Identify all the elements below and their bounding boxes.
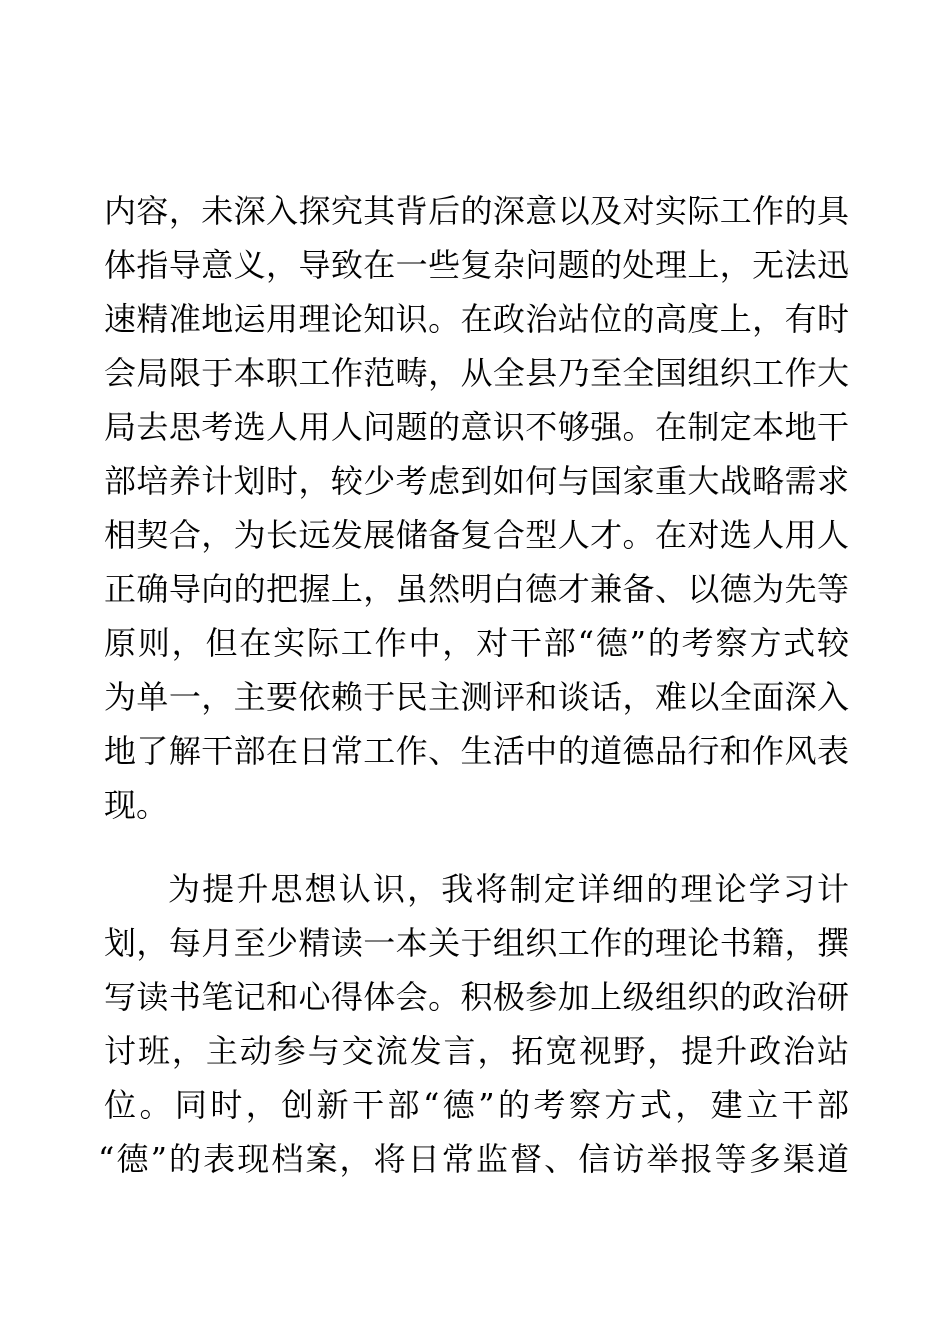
text-line: 部培养计划时，较少考虑到如何与国家重大战略需求 <box>104 462 849 500</box>
text-line: 为提升思想认识，我将制定详细的理论学习计 <box>168 870 849 908</box>
text-line: 现。 <box>104 786 169 824</box>
text-line: 相契合，为长远发展储备复合型人才。在对选人用人 <box>104 516 849 554</box>
text-line: 讨班，主动参与交流发言，拓宽视野，提升政治站 <box>104 1032 849 1070</box>
text-line: 会局限于本职工作范畴，从全县乃至全国组织工作大 <box>104 354 849 392</box>
text-line: 地了解干部在日常工作、生活中的道德品行和作风表 <box>104 732 849 770</box>
text-line: 正确导向的把握上，虽然明白德才兼备、以德为先等 <box>104 570 849 608</box>
text-line: 划，每月至少精读一本关于组织工作的理论书籍，撰 <box>104 924 849 962</box>
text-line: 体指导意义，导致在一些复杂问题的处理上，无法迅 <box>104 246 849 284</box>
text-line: 内容，未深入探究其背后的深意以及对实际工作的具 <box>104 192 849 230</box>
text-line: 写读书笔记和心得体会。积极参加上级组织的政治研 <box>104 978 849 1016</box>
text-line: 速精准地运用理论知识。在政治站位的高度上，有时 <box>104 300 849 338</box>
text-line: 为单一，主要依赖于民主测评和谈话，难以全面深入 <box>104 678 849 716</box>
text-line: 位。同时，创新干部“德”的考察方式，建立干部 <box>104 1086 849 1124</box>
text-line: 局去思考选人用人问题的意识不够强。在制定本地干 <box>104 408 849 446</box>
text-line: 原则，但在实际工作中，对干部“德”的考察方式较 <box>104 624 849 662</box>
text-line: “德”的表现档案，将日常监督、信访举报等多渠道 <box>98 1140 849 1178</box>
